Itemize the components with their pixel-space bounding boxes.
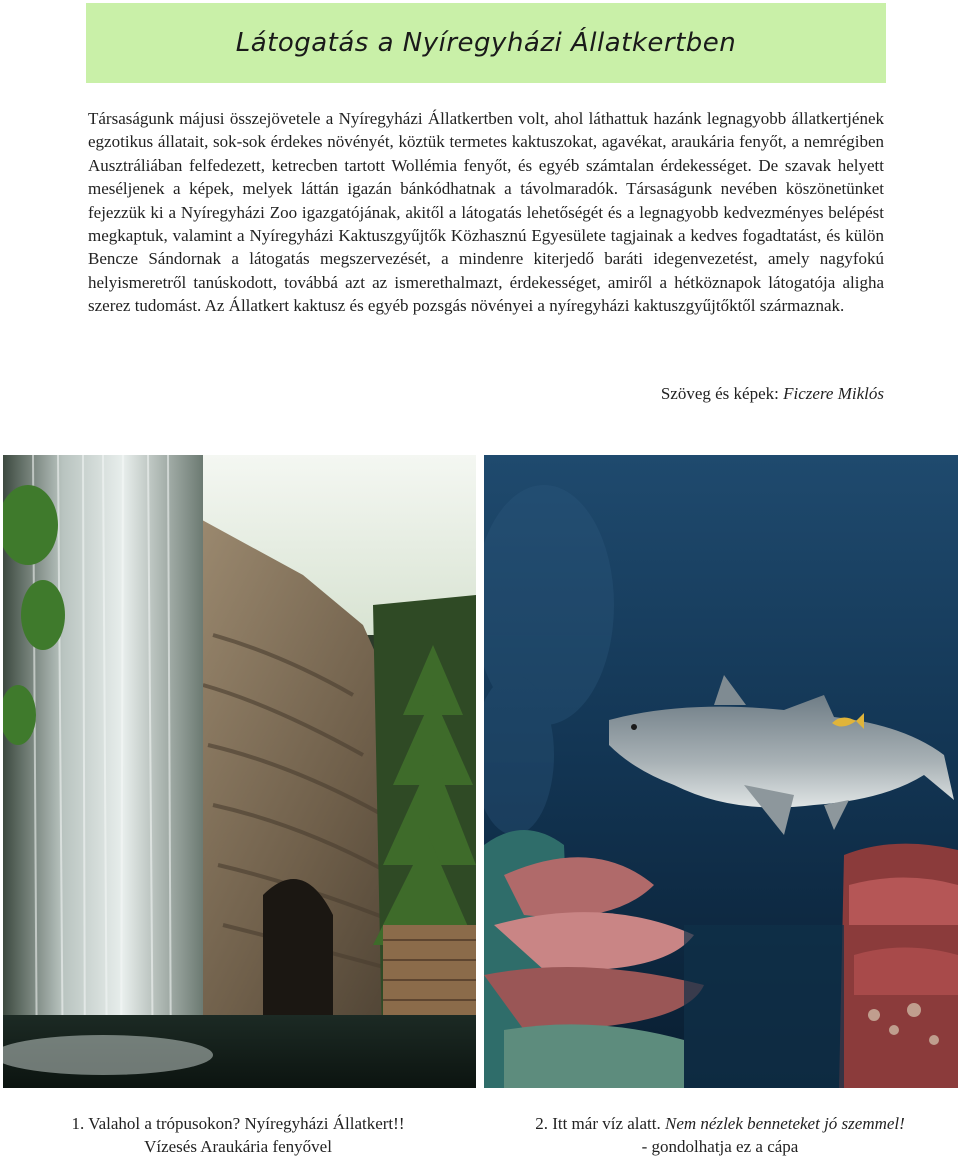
credit-label: Szöveg és képek: <box>660 384 784 403</box>
shark-photo <box>484 455 958 1088</box>
caption-1-line-1: 1. Valahol a trópusokon? Nyíregyházi Állatkert!! <box>71 1114 405 1133</box>
credit-name: Ficzere Miklós <box>783 384 884 403</box>
waterfall-image <box>3 455 476 1088</box>
page-title: Látogatás a Nyíregyházi Állatkertben <box>235 28 737 58</box>
caption-photo-1 <box>0 1112 476 1158</box>
shark-image <box>484 455 958 1088</box>
caption-photo-2 <box>480 1112 960 1158</box>
caption-2-line-2: - gondolhatja ez a cápa <box>641 1137 799 1156</box>
caption-2-plain: 2. Itt már víz alatt. <box>535 1114 666 1133</box>
caption-2-line-1 <box>480 1112 960 1135</box>
article-paragraph: Társaságunk májusi összejövetele a Nyíregyházi Állatkertben volt, ahol láthattuk hazánk legnagyobb állatkertjének egzotikus állatait, sok-sok érdekes növényét, köztük termetes kaktuszokat, agavékat, araukária fenyőt, a nemrégiben Ausztráliában felfedezett, ketrecben tartott Wollémia fenyőt, és egyéb számtalan érdekességet. De szavak helyett meséljenek a képek, melyek láttán igazán bánkódhatnak a távolmaradók. Társaságunk nevében köszönetünket fejezzük ki a Nyíregyházi Zoo igazgatójának, akitől a látogatás lehetőségét és a legnagyobb kedvezményes belépést megkaptuk, valamint a Nyíregyházi Kaktuszgyűjtők Közhasznú Egyesülete tagjainak a kedves fogadtatást, és külön Bencze Sándornak a látogatás megszervezését, a mindenre kiterjedő baráti idegenvezetést, amely nagyfokú helyismeretről tanúskodott, továbbá azt az ismerethalmazt, érdekességet, amiről a hétköznapok látogatója aligha szerez tudomást. Az Állatkert kaktusz és egyéb pozsgás növényei a nyíregyházi kaktuszgyűjtőktől származnak. <box>88 109 884 316</box>
caption-1-line-2: Vízesés Araukária fenyővel <box>144 1137 332 1156</box>
waterfall-photo <box>3 455 476 1088</box>
title-banner <box>86 3 886 83</box>
author-credit <box>661 384 884 404</box>
caption-2-italic: Nem nézlek benneteket jó szemmel! <box>665 1114 905 1133</box>
